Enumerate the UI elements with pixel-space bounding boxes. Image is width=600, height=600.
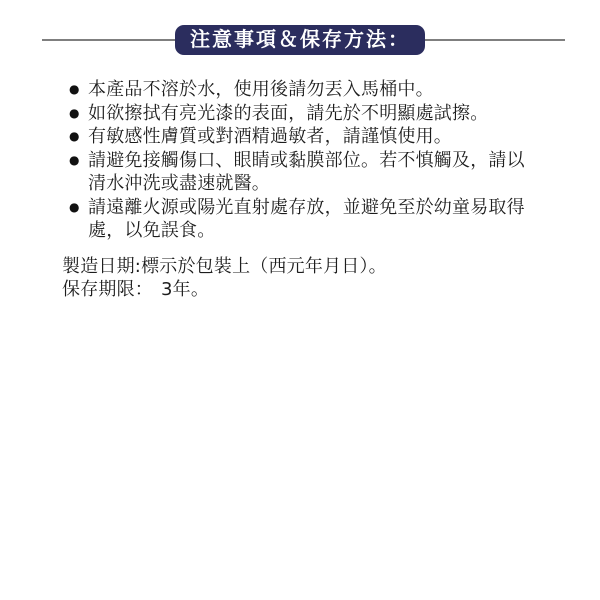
shelf-life-line — [62, 278, 600, 302]
manufacture-date-value: 標示於包裝上（西元年月日）。 — [141, 255, 387, 277]
precaution-text — [88, 196, 542, 243]
precaution-line: 本產品不溶於水，使用後請勿丟入馬桶中。 — [88, 79, 434, 100]
precaution-item — [69, 149, 542, 196]
precaution-line: 如欲擦拭有亮光漆的表面，請先於不明顯處試擦。 — [88, 102, 489, 124]
precaution-line: 請避免接觸傷口、眼睛或黏膜部位。若不慎觸及，請以 — [88, 149, 525, 171]
bullet-icon: ● — [69, 152, 80, 167]
bullet-icon: ● — [69, 82, 80, 96]
shelf-life-value: 3年。 — [161, 279, 210, 300]
bullet-icon: ● — [69, 129, 80, 143]
precaution-line: 清水沖洗或盡速就醫。 — [88, 173, 270, 194]
section-title-badge — [175, 25, 425, 55]
bullet-icon: ● — [69, 105, 80, 120]
precaution-text — [88, 149, 542, 196]
precaution-line: 處，以免誤食。 — [88, 220, 216, 241]
product-info — [0, 255, 600, 302]
precaution-item — [69, 102, 542, 126]
precaution-item — [69, 78, 542, 102]
shelf-life-label: 保存期限： — [62, 279, 153, 300]
precaution-text — [88, 125, 542, 149]
manufacture-date-label: 製造日期: — [62, 255, 142, 277]
precaution-line: 有敏感性膚質或對酒精過敏者，請謹慎使用。 — [88, 126, 452, 147]
precaution-line: 請遠離火源或陽光直射處存放，並避免至於幼童易取得 — [88, 196, 525, 218]
precaution-text — [88, 102, 542, 126]
precaution-item — [69, 125, 542, 149]
manufacture-date-line — [62, 255, 600, 279]
bullet-icon: ● — [69, 199, 80, 214]
section-title: 注意事項＆保存方法： — [190, 27, 410, 51]
precaution-text — [88, 78, 542, 102]
precaution-item — [69, 196, 542, 243]
precautions-list — [0, 78, 600, 243]
header — [0, 0, 600, 58]
